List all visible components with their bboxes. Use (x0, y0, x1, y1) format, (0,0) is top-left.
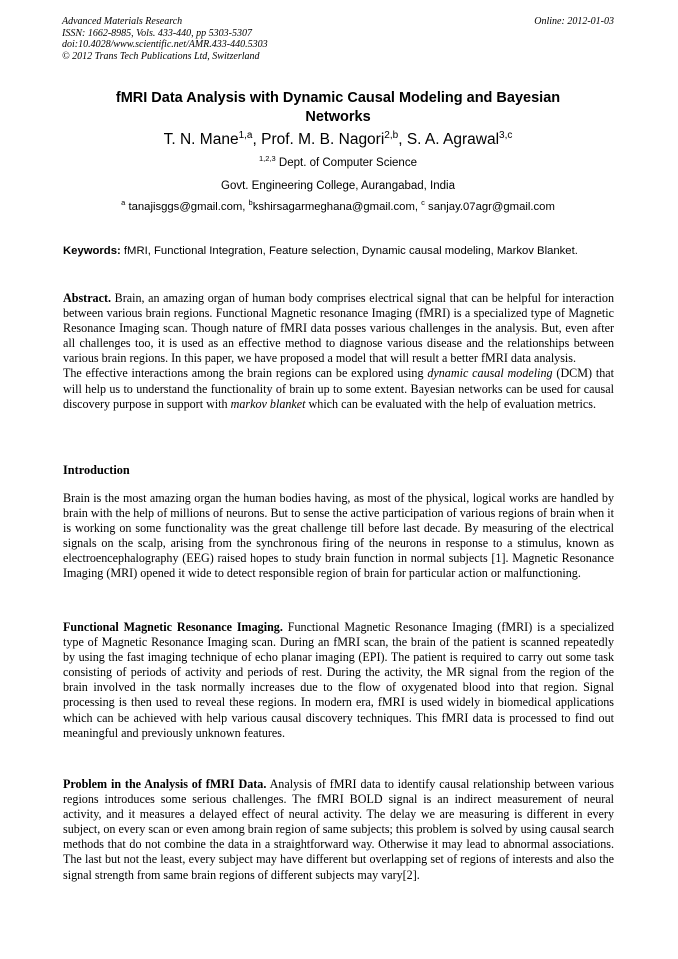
fmri-section (63, 620, 614, 741)
email-sup-b: b (248, 198, 253, 208)
keywords-label: Keywords: (63, 245, 121, 257)
email-a: tanajisggs@gmail.com, (125, 201, 249, 213)
journal-issn: ISSN: 1662-8985, Vols. 433-440, pp 5303-5307 (62, 27, 252, 39)
problem-section-text: Analysis of fMRI data to identify causal relationship between various regions introduces some serious challenges. The fMRI BOLD signal is an indirect measurement of neural activity, and it measures a delayed effect of neural activity. The delay we are measuring is different in every subject, on every scan or even among brain region of same subjects; this problem is solved by using causal search methods that do not combine the data in a straightforward way. Otherwise it may lead to abnormal associations. The last but not the least, every subject may have different but overlapping set of regions of interests and also the signal strength from same brain regions of different subjects may vary[2]. (63, 777, 615, 882)
email-sup-a: a (121, 198, 126, 208)
abstract-italic-markov: markov blanket (230, 396, 306, 411)
online-date: Online: 2012-01-03 (534, 16, 614, 27)
problem-section-label: Problem in the Analysis of fMRI Data. (63, 777, 267, 791)
abstract-italic-dcm: dynamic causal modeling (427, 366, 553, 381)
problem-section (63, 777, 614, 883)
abstract-text-2c: which can be evaluated with the help of evaluation metrics. (305, 396, 596, 411)
journal-header (62, 16, 502, 62)
introduction-text: Brain is the most amazing organ the human bodies having, as most of the physical, logical works are handled by brain with the help of millions of neurons. But to sense the active participation of various regions of brain when it is working on some functionality was the great challenge till before last decade. By measuring of the electrical signals on the scalp, arising from the synchronous firing of the neurons in response to a stimulus, known as electroencephalography (EEG) raised hopes to study brain function in normal subjects [1]. Magnetic Resonance Imaging (MRI) opened it wide to detect responsible region of brain for particular action or malfunctioning. (63, 491, 614, 581)
fmri-section-text: Functional Magnetic Resonance Imaging (fMRI) is a specialized type of Magnetic Resonance Imaging scan. During an fMRI scan, the brain of the patient is scanned repeatedly by using the fast imaging technique of echo planar imaging (EPI). The patient is required to carry out some task consisting of periods of activity and periods of rest. During the activity, the MR signal from the region of the brain involved in the task normally increases due to the flow of oxygenated blood into that region. Signal processing is then used to reveal these regions. In modern era, fMRI is used widely in biomedical applications which can be achieved with help various causal discovery techniques. This fMRI data is processed to find out meaningful and previously unknown features. (63, 620, 615, 740)
author-3-sup: 3,c (499, 129, 513, 141)
author-2-name: Prof. M. B. Nagori (261, 131, 385, 148)
author-list (62, 129, 614, 151)
paper-title-line2: Networks (305, 109, 371, 125)
author-2-sup: 2,b (384, 129, 399, 141)
paper-title (62, 89, 614, 127)
introduction-heading: Introduction (63, 463, 130, 477)
abstract-paragraph-2 (63, 366, 614, 411)
keywords-block (63, 244, 614, 258)
email-b: kshirsagarmeghana@gmail.com, (252, 201, 422, 213)
paper-title-line1: fMRI Data Analysis with Dynamic Causal Modeling and Bayesian (115, 90, 561, 106)
author-1-name: T. N. Mane (163, 131, 239, 148)
affiliation-dept-text: Dept. of Computer Science (275, 157, 417, 169)
author-sep-1: , (252, 131, 262, 148)
email-sup-c: c (421, 198, 425, 208)
affiliation-sup: 1,2,3 (259, 154, 276, 164)
email-c: sanjay.07agr@gmail.com (424, 201, 555, 213)
journal-name: Advanced Materials Research (62, 16, 183, 27)
author-sep-2: , (398, 131, 407, 148)
affiliation-dept (62, 155, 614, 171)
journal-doi: doi:10.4028/www.scientific.net/AMR.433-440.5303 (62, 39, 268, 50)
keywords-text: fMRI, Functional Integration, Feature selection, Dynamic causal modeling, Markov Blanket. (120, 245, 578, 257)
affiliation-college: Govt. Engineering College, Aurangabad, India (221, 180, 455, 192)
author-3-name: S. A. Agrawal (406, 131, 500, 148)
abstract-text-2a: The effective interactions among the brain regions can be explored using (63, 366, 428, 381)
author-1-sup: 1,a (238, 129, 253, 141)
abstract-text-2b: (DCM) that will help us to understand the functionality of brain up to some extent. Bayesian networks can be used for causal discovery purpose in support with (63, 366, 614, 411)
abstract-label: Abstract. (63, 291, 112, 305)
abstract-text-1: Brain, an amazing organ of human body comprises electrical signal that can be helpful for interaction between various brain regions. Functional Magnetic resonance Imaging (fMRI) is a specialized type of Magnetic Resonance Imaging scan. Though nature of fMRI data posses various challenges in the analysis. But, even after all challenges too, it is used as an effective method to diagnose various disease and the relationships between various brain regions. In this paper, we have proposed a model that will result a better fMRI data analysis. (63, 291, 614, 366)
abstract-block (63, 291, 614, 412)
fmri-section-label: Functional Magnetic Resonance Imaging. (63, 620, 283, 634)
author-emails (62, 199, 614, 215)
abstract-paragraph-1 (63, 291, 614, 366)
journal-copyright: © 2012 Trans Tech Publications Ltd, Switzerland (62, 50, 260, 62)
